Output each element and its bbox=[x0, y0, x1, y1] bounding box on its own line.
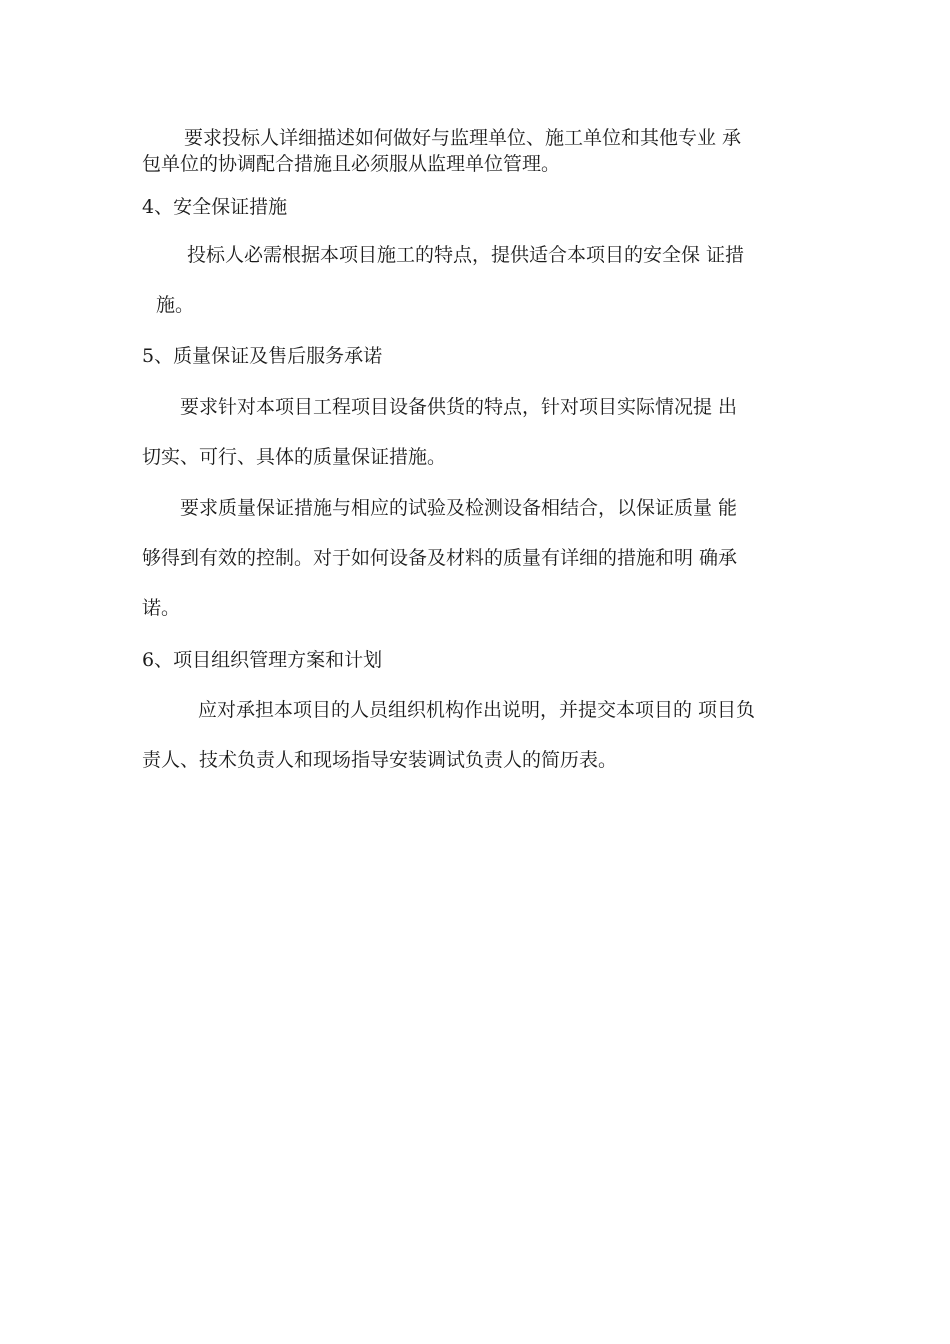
paragraph-safety-line-1: 投标人必需根据本项目施工的特点，提供适合本项目的安全保 证措 bbox=[187, 244, 745, 266]
paragraph-quality-line-2: 切实、可行、具体的质量保证措施。 bbox=[142, 446, 447, 468]
paragraph-management-line-2: 责人、技术负责人和现场指导安装调试负责人的简历表。 bbox=[142, 749, 618, 771]
paragraph-testing-line-3: 诺。 bbox=[142, 597, 181, 619]
paragraph-testing-line-2: 够得到有效的控制。对于如何设备及材料的质量有详细的措施和明 确承 bbox=[142, 547, 738, 569]
paragraph-testing-line-1: 要求质量保证措施与相应的试验及检测设备相结合，以保证质量 能 bbox=[180, 497, 738, 519]
section-heading-quality: 5、质量保证及售后服务承诺 bbox=[142, 345, 383, 367]
paragraph-coordination-line-2: 包单位的协调配合措施且必须服从监理单位管理。 bbox=[142, 153, 561, 175]
paragraph-safety-line-2: 施。 bbox=[156, 294, 195, 316]
paragraph-quality-line-1: 要求针对本项目工程项目设备供货的特点，针对项目实际情况提 出 bbox=[180, 396, 738, 418]
paragraph-coordination-line-1: 要求投标人详细描述如何做好与监理单位、施工单位和其他专业 承 bbox=[184, 127, 742, 149]
section-heading-management: 6、项目组织管理方案和计划 bbox=[142, 649, 383, 671]
section-heading-safety: 4、安全保证措施 bbox=[142, 196, 288, 218]
paragraph-management-line-1: 应对承担本项目的人员组织机构作出说明，并提交本项目的 项目负 bbox=[198, 699, 756, 721]
